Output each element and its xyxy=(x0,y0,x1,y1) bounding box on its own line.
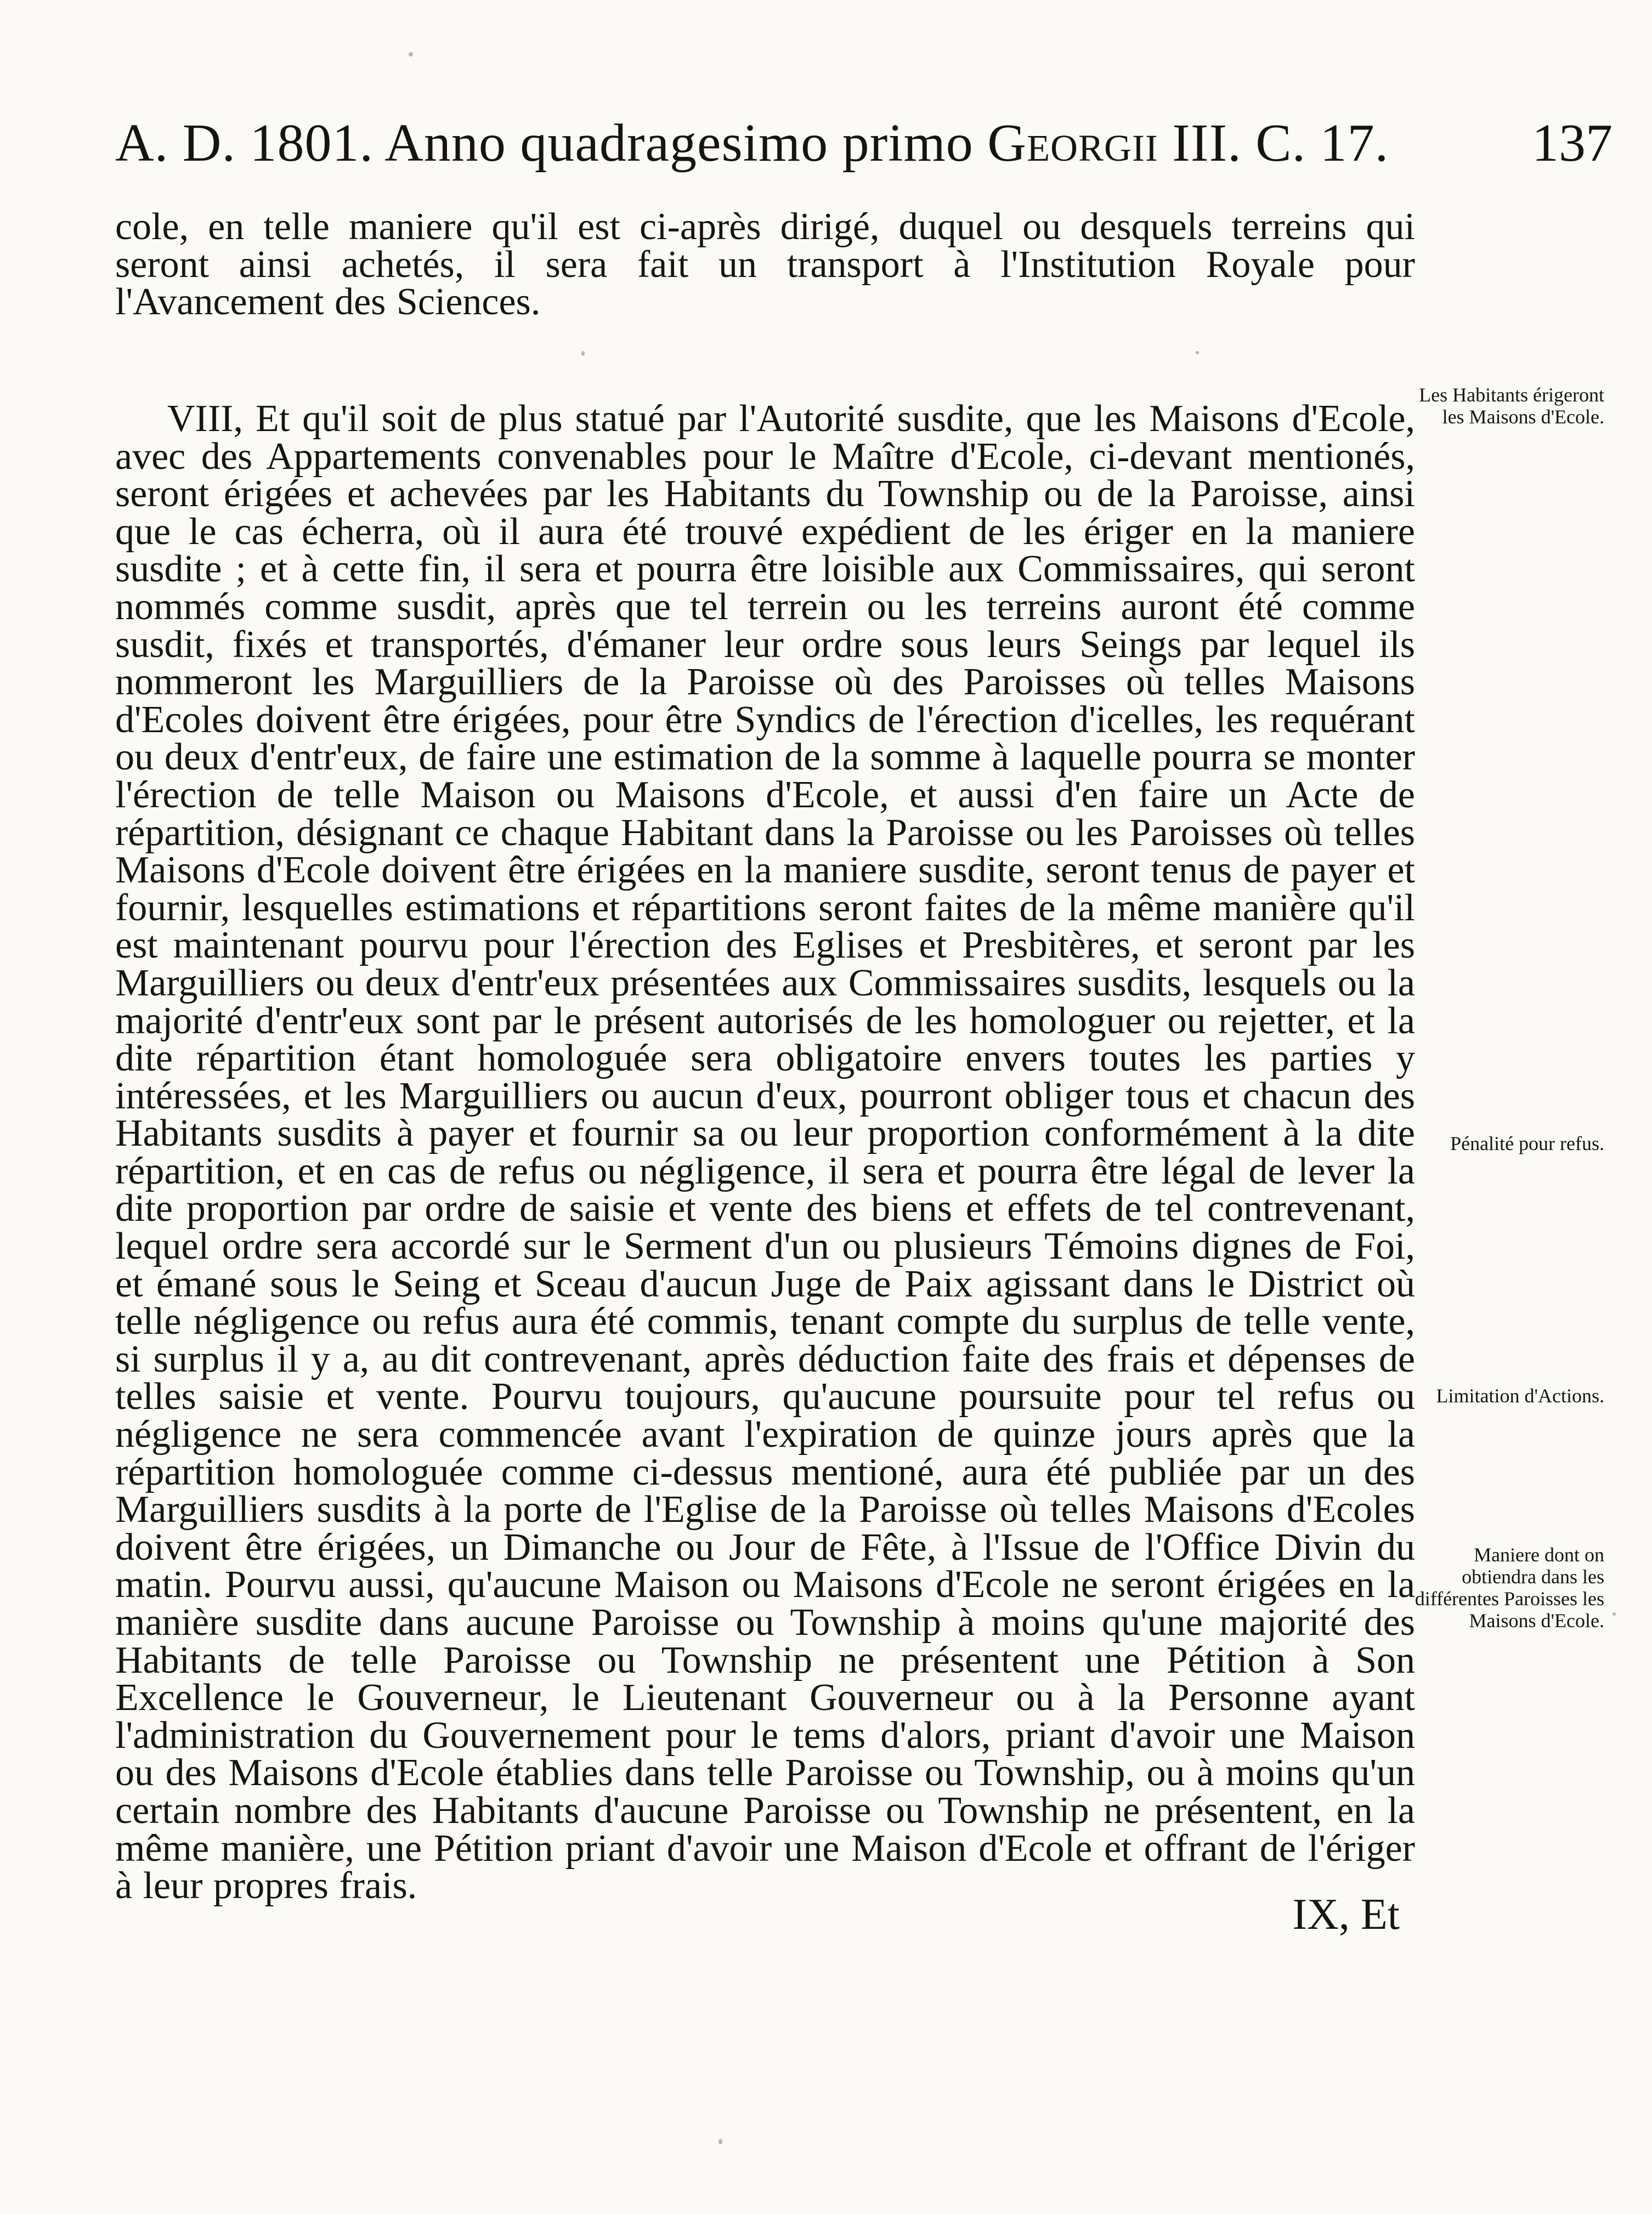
header-year: A. D. 1801. xyxy=(115,114,374,173)
running-title xyxy=(115,112,1389,174)
paper-speck xyxy=(1196,351,1199,354)
running-header xyxy=(115,112,1613,189)
page-number: 137 xyxy=(1532,114,1613,173)
margin-note-limitation: Limitation d'Actions. xyxy=(1436,1385,1604,1407)
paper-speck xyxy=(1613,1612,1616,1616)
paper-speck xyxy=(581,351,585,356)
margin-note-penalite: Pénalité pour refus. xyxy=(1450,1133,1604,1154)
catchword: IX, Et xyxy=(1292,1890,1400,1939)
header-title-tail: III. C. 17. xyxy=(1172,114,1389,173)
paragraph-continuation: cole, en telle maniere qu'il est ci-après dirigé, duquel ou desquels terreins qui seront ainsi achetés, il sera fait un transport à l'Institution Royale pour l'Avancement des Sciences. xyxy=(115,206,1415,324)
margin-note-maniere: Maniere dont on obtiendra dans les différentes Paroisses les Maisons d'Ecole. xyxy=(1415,1544,1604,1632)
paragraph-section-viii: VIII, Et qu'il soit de plus statué par l'Autorité susdite, que les Maisons d'Ecole, avec des Appartements convenables pour le Maître d'Ecole, ci-devant mentionés, seront érigées et achevées par les Habitants du Township ou de la Paroisse, ainsi que le cas écherra, où il aura été trouvé expédient de les ériger en la maniere susdite ; et à cette fin, il sera et pourra être loisible aux Commissaires, qui seront nommés comme susdit, après que tel terrein ou les terreins auront été comme susdit, fixés et transportés, d'émaner leur ordre sous leurs Seings par lequel ils nommeront les Marguilliers de la Paroisse où des Paroisses où telles Maisons d'Ecoles doivent être érigées, pour être Syndics de l'érection d'icelles, les requérant ou deux d'entr'eux, de faire une estimation de la somme à laquelle pourra se monter l'érection de telle Maison ou Maisons d'Ecole, et aussi d'en faire un Acte de répartition, désignant ce chaque Habitant dans la Paroisse ou les Paroisses où telles Maisons d'Ecole doivent être érigées en la maniere susdite, seront tenus de payer et fournir, lesquelles estimations et répartitions seront faites de la même manière qu'il est maintenant pourvu pour l'érection des Eglises et Presbitères, et seront par les Marguilliers ou deux d'entr'eux présentées aux Commissaires susdits, lesquels ou la majorité d'entr'eux sont par le présent autorisés de les homologuer ou rejetter, et la dite répartition étant homologuée sera obligatoire envers toutes les parties y intéressées, et les Marguilliers ou aucun d'eux, pourront obliger tous et chacun des Habitants susdits à payer et fournir sa ou leur proportion conformément à la dite répartition, et en cas de refus ou négligence, il sera et pourra être légal de lever la dite proportion par ordre de saisie et vente des biens et effets de tel contrevenant, lequel ordre sera accordé sur le Serment d'un ou plusieurs Témoins dignes de Foi, et émané sous le Seing et Sceau d'aucun Juge de Paix agissant dans le District où telle négligence ou refus aura été commis, tenant compte du surplus de telle vente, si surplus il y a, au dit contrevenant, après déduction faite des frais et dépenses de telles saisie et vente. Pourvu toujours, qu'aucune poursuite pour tel refus ou négligence ne sera commencée avant l'expiration de quinze jours après que la répartition homologuée comme ci-dessus mentioné, aura été publiée par un des Marguilliers susdits à la porte de l'Eglise de la Paroisse où telles Maisons d'Ecoles doivent être érigées, un Dimanche ou Jour de Fête, à l'Issue de l'Office Divin du matin. Pourvu aussi, qu'aucune Maison ou Maisons d'Ecole ne seront érigées en la manière susdite dans aucune Paroisse ou Township à moins qu'une majorité des Habitants de telle Paroisse ou Township ne présentent une Pétition à Son Excellence le Gouverneur, le Lieutenant Gouverneur ou à la Personne ayant l'administration du Gouvernement pour le tems d'alors, priant d'avoir une Maison ou des Maisons d'Ecole établies dans telle Paroisse ou Township, ou à moins qu'un certain nombre des Habitants d'aucune Paroisse ou Township ne présentent, en la même manière, une Pétition priant d'avoir une Maison d'Ecole et offrant de l'ériger à leur propres frais. xyxy=(115,398,1415,1907)
paper-speck xyxy=(409,52,413,56)
header-title-lead: Anno quadragesimo primo xyxy=(384,114,974,173)
paper-speck xyxy=(718,2139,722,2144)
header-title-king: Georgii xyxy=(987,114,1158,173)
margin-note-habitants: Les Habitants érigeront les Maisons d'Ecole. xyxy=(1419,384,1604,428)
